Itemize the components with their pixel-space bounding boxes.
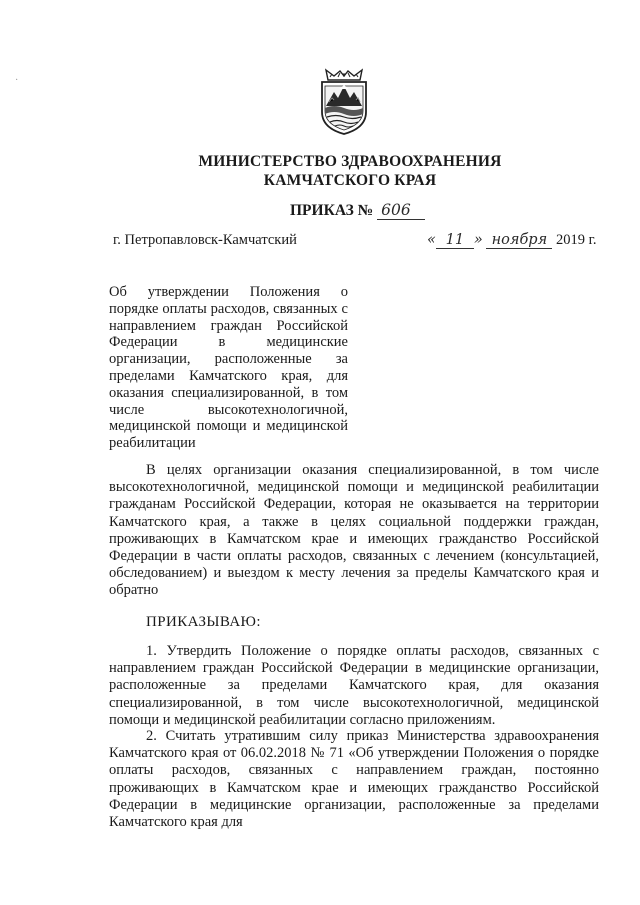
ministry-name-line2: КАМЧАТСКОГО КРАЯ xyxy=(263,172,437,189)
margin-mark: · xyxy=(15,75,19,86)
preamble-paragraph: В целях организации оказания специализированной, в том числе высокотехнологичной, медицинской помощи и медицинской реабилитации гражданам Российской Федерации, которая не оказывается на территории Камчатского края, а также в целях социальной поддержки граждан, проживающих в Камчатском крае и имеющих гражданство Российской Федерации в части оплаты расходов, связанных с лечением (консультацией, обследованием) и выездом к месту лечения за пределы Камчатского края и обратно xyxy=(109,462,599,599)
order-item-2: 2. Считать утратившим силу приказ Министерства здравоохранения Камчатского края от 06.02.2018 № 71 «Об утверждении Положения о порядке оплаты расходов, связанных с направлением граждан, постоянно проживающих в Камчатском крае и имеющих гражданство Российской Федерации в медицинские организации, расположенные за пределами Камчатского края для xyxy=(109,728,599,831)
date-close-quote: » xyxy=(473,232,483,248)
date-day: 11 xyxy=(436,232,474,249)
coat-of-arms-icon xyxy=(318,68,370,136)
date-open-quote: « xyxy=(427,232,436,248)
order-date xyxy=(427,232,597,249)
date-year: 2019 г. xyxy=(556,232,597,248)
order-directive-heading: ПРИКАЗЫВАЮ: xyxy=(146,614,261,630)
order-label: ПРИКАЗ № xyxy=(290,202,374,219)
ministry-name-line1: МИНИСТЕРСТВО ЗДРАВООХРАНЕНИЯ xyxy=(198,153,502,170)
date-month: ноября xyxy=(486,232,552,249)
place-of-issue: г. Петропавловск-Камчатский xyxy=(113,232,297,248)
order-subject: Об утверждении Положения о порядке оплаты расходов, связанных с направлением граждан Российской Федерации в медицинские организации, расположенные за пределами Камчатского края, для оказания специализированной, в том числе высокотехнологичной, медицинской помощи и медицинской реабилитации xyxy=(109,284,348,452)
order-item-1: 1. Утвердить Положение о порядке оплаты расходов, связанных с направлением граждан Российской Федерации в медицинские организации, расположенные за пределами Камчатского края, для оказания специализированной, в том числе высокотехнологичной, медицинской помощи и медицинской реабилитации согласно приложениям. xyxy=(109,643,599,728)
order-number: 606 xyxy=(377,201,425,220)
order-title xyxy=(290,201,425,220)
